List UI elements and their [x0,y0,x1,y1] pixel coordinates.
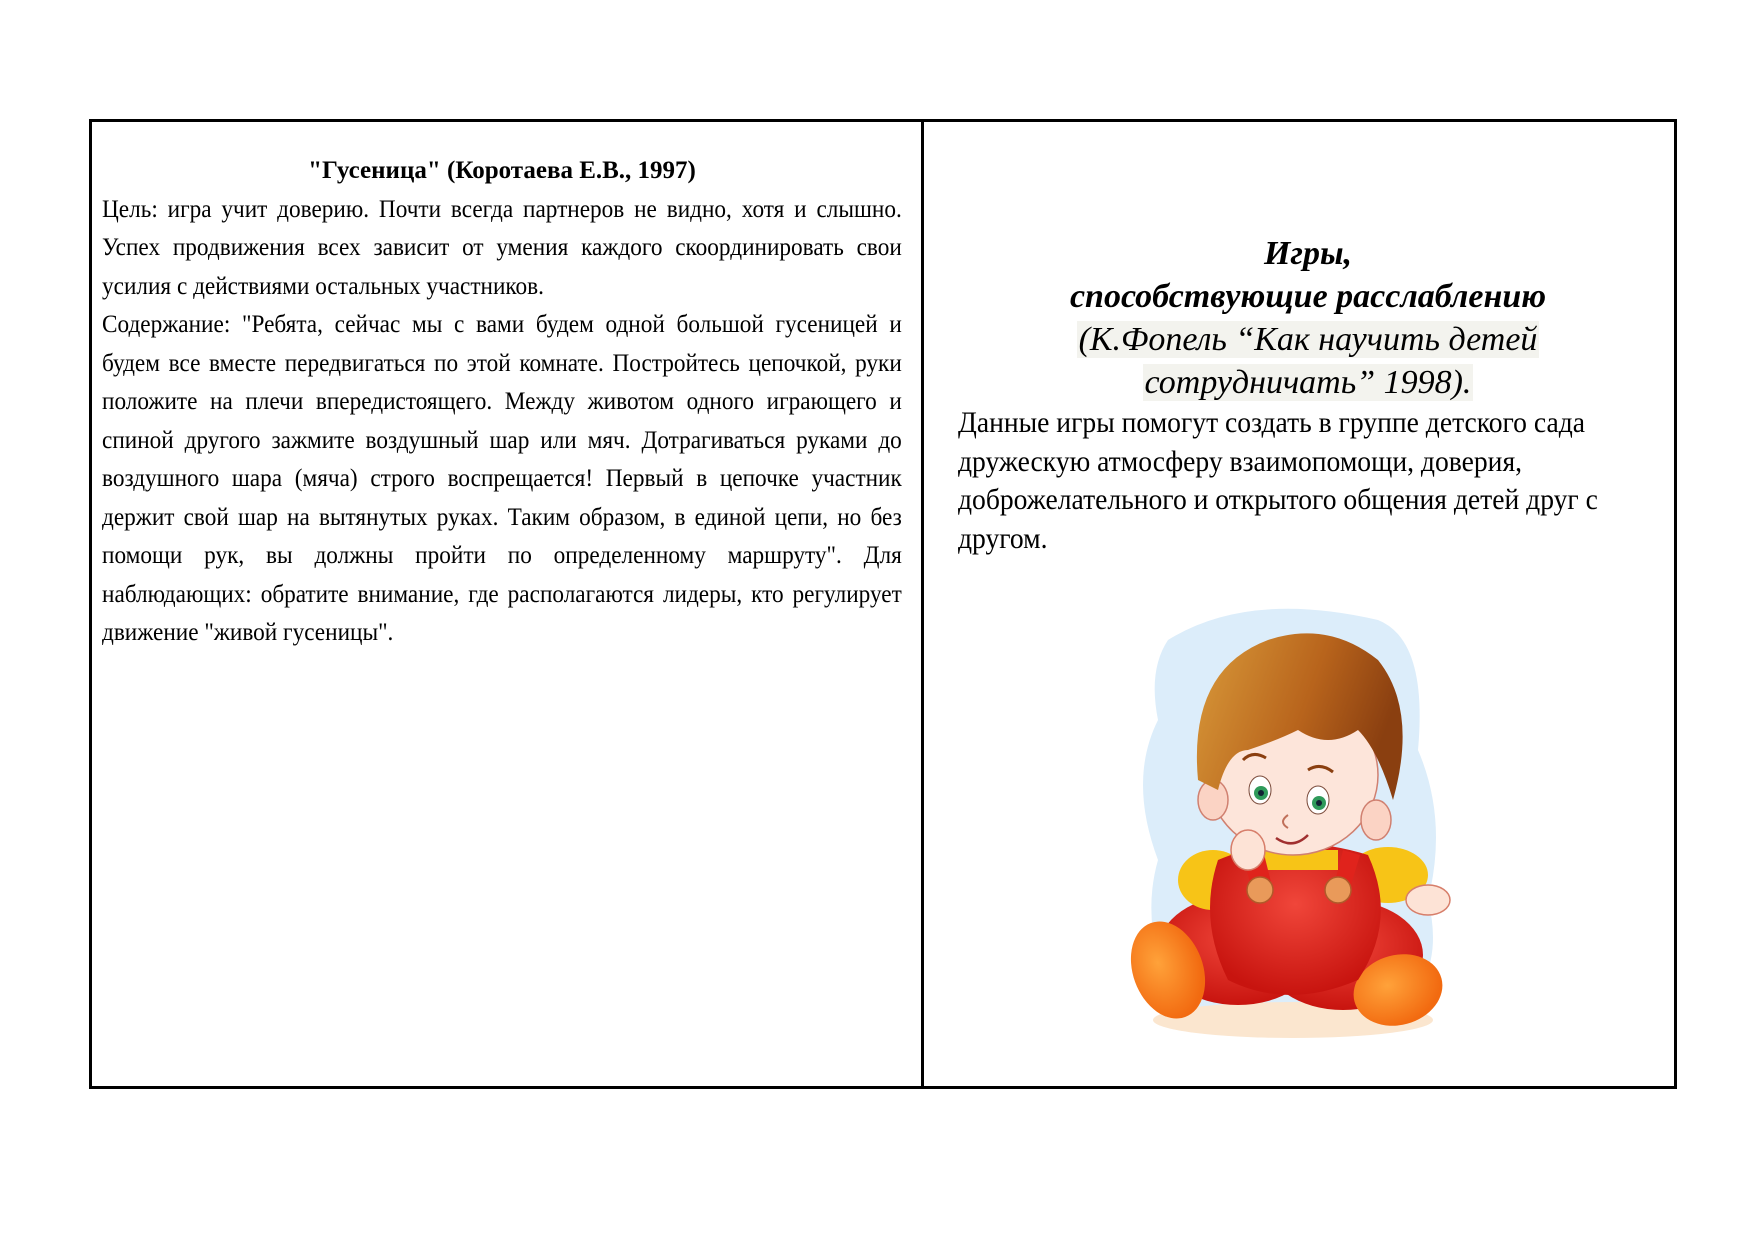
column-divider [921,122,924,1086]
cover-description: Данные игры помогут создать в группе детского сада дружескую атмосферу взаимопомощи, доверия, доброжелательного и открытого общения детей друг с другом. [958,406,1598,555]
game-content-text: Содержание: "Ребята, сейчас мы с вами будем одной большой гусеницей и будем все вместе передвигаться по этой комнате. Постройтесь цепочкой, руки положите на плечи впередистоящего. Между животом одного играющего и спиной другого зажмите воздушный шар или мяч. Дотрагиваться руками до воздушного шара (мяча) строго воспрещается! Первый в цепочке участник держит свой шар на вытянутых руках. Таким образом, в единой цепи, но без помощи рук, вы должны пройти по определенному маршруту". Для наблюдающих: обратите внимание, где располагаются лидеры, кто регулирует движение "живой гусеницы". [102,311,902,646]
citation-line2-wrap [958,361,1678,404]
left-cell-game-description [102,152,902,653]
cartoon-boy-illustration [1128,600,1468,1050]
cover-heading-line2: способствующие расслаблению [1069,278,1547,315]
citation-line1: (К.Фопель “Как научить детей [1078,321,1538,358]
game-goal-text: Цель: игра учит доверию. Почти всегда партнеров не видно, хотя и слышно. Успех продвижения всех зависит от умения каждого скоординировать свои усилия с действиями остальных участников. [102,195,902,300]
citation-line1-wrap [958,318,1678,361]
citation-line2: сотрудничать” 1998). [1144,364,1472,401]
game-title: "Гусеница" (Коротаева Е.В., 1997) [308,157,696,184]
cover-heading-line1: Игры, [1263,235,1353,272]
right-cell-cover [958,232,1678,558]
